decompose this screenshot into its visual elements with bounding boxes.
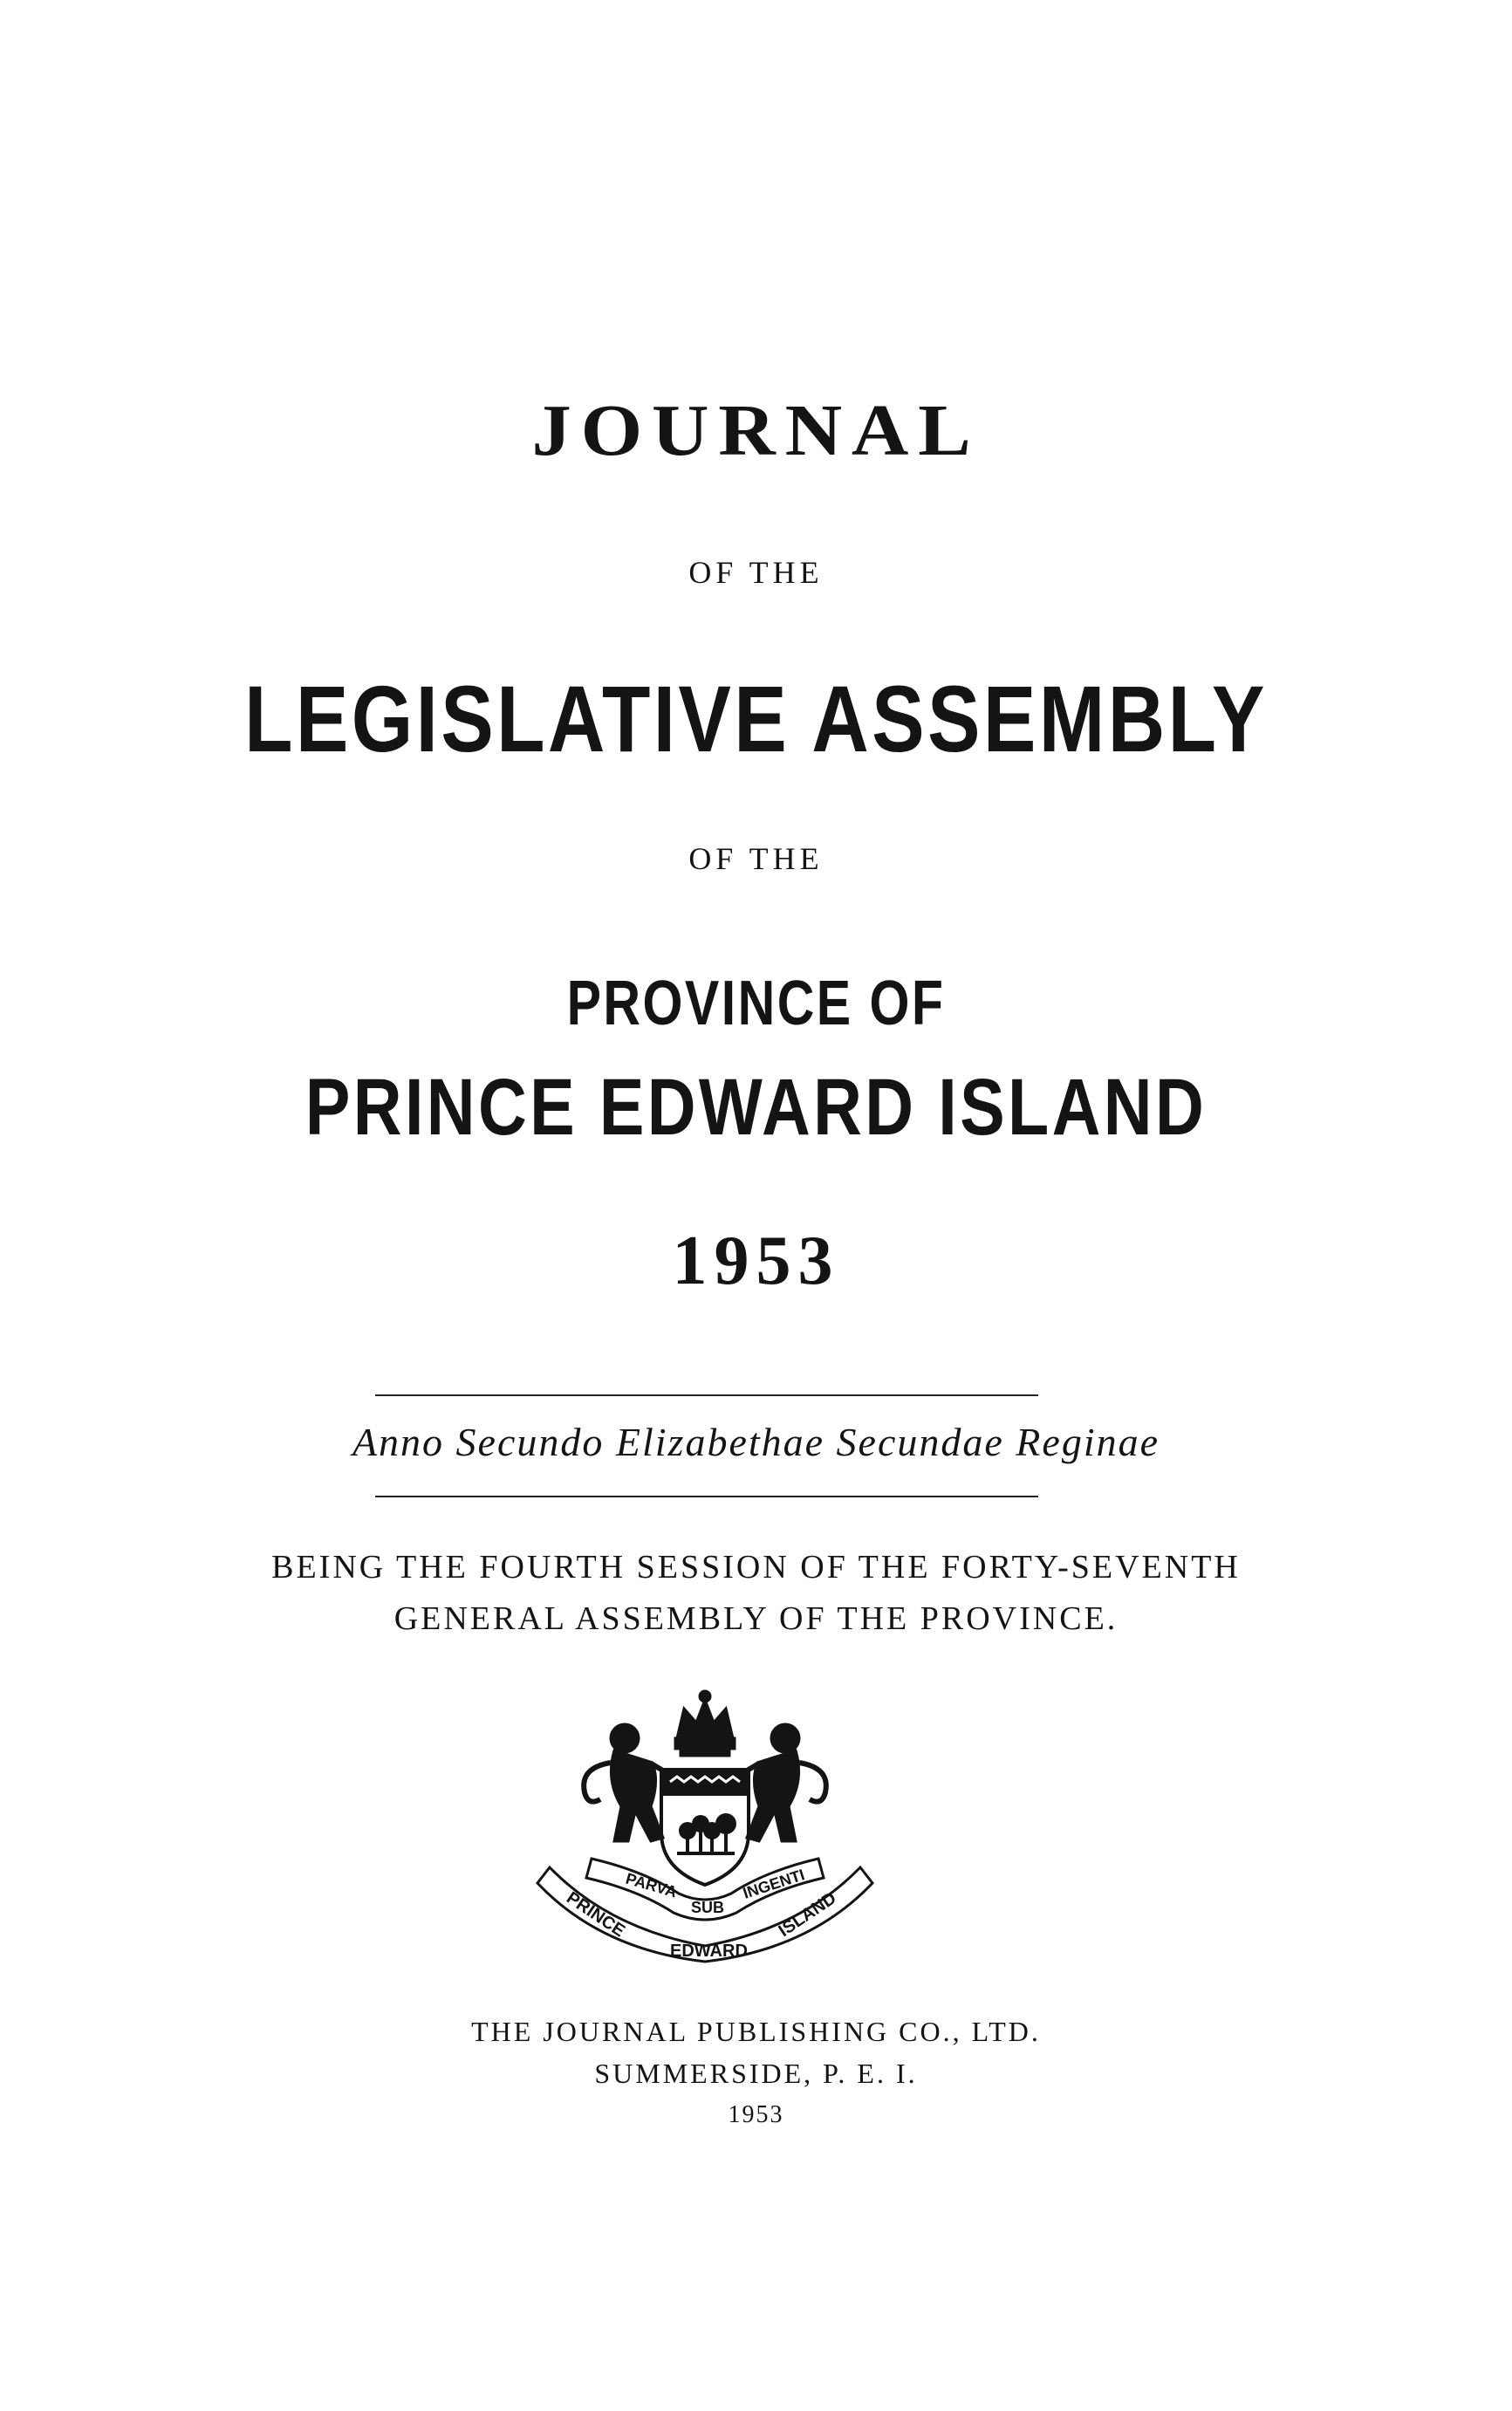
crest-scroll-word-2: EDWARD	[670, 1942, 748, 1961]
title-province-of: PROVINCE OF	[566, 969, 946, 1038]
crest-scroll-word-1: PRINCE	[563, 1887, 629, 1942]
title-of-the-first: OF THE	[688, 555, 824, 590]
session-line-2: GENERAL ASSEMBLY OF THE PROVINCE.	[393, 1600, 1119, 1637]
title-journal: JOURNAL	[531, 390, 981, 471]
title-province-name: PRINCE EDWARD ISLAND	[304, 1063, 1208, 1152]
publication-year: 1953	[728, 2101, 784, 2128]
crest-scroll-word-3: ISLAND	[775, 1888, 840, 1942]
shield-icon	[661, 1770, 749, 1885]
title-year: 1953	[672, 1223, 840, 1299]
left-lion-supporter-icon	[584, 1724, 670, 1841]
title-legislative-assembly: LEGISLATIVE ASSEMBLY	[244, 666, 1268, 771]
crest-motto-word-3: INGENTI	[741, 1866, 807, 1902]
divider-rule-top	[375, 1394, 1038, 1396]
coat-of-arms-crest	[530, 1684, 879, 1963]
publisher-name: THE JOURNAL PUBLISHING CO., LTD.	[471, 2016, 1041, 2047]
title-of-the-second: OF THE	[688, 841, 824, 876]
session-line-1: BEING THE FOURTH SESSION OF THE FORTY-SEVENTH	[271, 1549, 1241, 1586]
divider-rule-bottom	[375, 1496, 1038, 1497]
crest-motto-word-2: SUB	[691, 1899, 725, 1916]
crown-icon	[675, 1691, 735, 1756]
publisher-location: SUMMERSIDE, P. E. I.	[594, 2058, 918, 2089]
regnal-year-line: Anno Secundo Elizabethae Secundae Reginae	[352, 1420, 1160, 1464]
right-lion-supporter-icon	[740, 1724, 826, 1841]
crest-motto-word-1: PARVA	[623, 1869, 680, 1901]
